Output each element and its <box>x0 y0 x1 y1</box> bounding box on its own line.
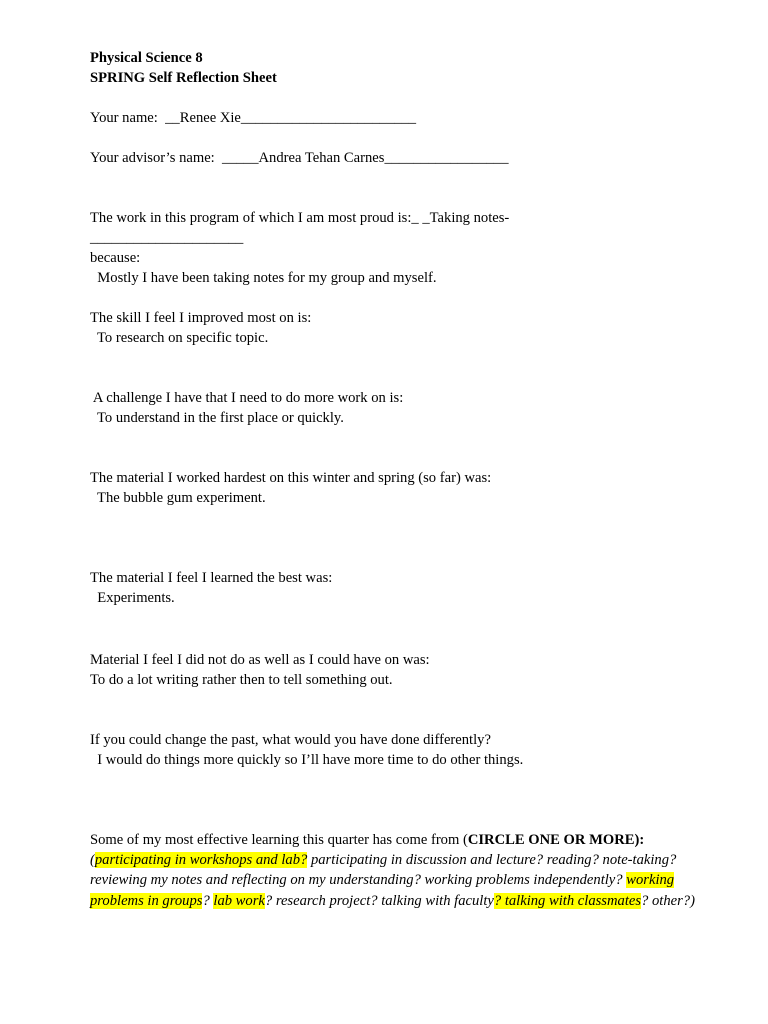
option-talking-classmates: ? talking with classmates <box>493 892 642 909</box>
proud-underline: _____________________ <box>90 230 244 246</box>
challenge-question: A challenge I have that I need to do more work on is: <box>90 390 404 406</box>
advisor-field: Your advisor’s name: _____Andrea Tehan Carnes_________________ <box>90 150 509 166</box>
effective-intro: Some of my most effective learning this quarter has come from ( <box>90 832 468 848</box>
effective-learning-paragraph <box>90 830 700 911</box>
name-field: Your name: __Renee Xie________________________ <box>90 110 417 126</box>
best-question: The material I feel I learned the best was: <box>90 570 333 586</box>
circle-instruction: CIRCLE ONE OR MORE): <box>467 832 645 848</box>
hardest-answer: The bubble gum experiment. <box>90 490 266 506</box>
option-other: ? other?) <box>641 892 695 909</box>
challenge-answer: To understand in the first place or quickly. <box>90 410 344 426</box>
change-question: If you could change the past, what would you have done differently? <box>90 732 491 748</box>
proud-question: The work in this program of which I am most proud is:_ _Taking notes- <box>90 210 510 226</box>
sheet-title: SPRING Self Reflection Sheet <box>90 70 277 86</box>
hardest-question: The material I worked hardest on this winter and spring (so far) was: <box>90 470 492 486</box>
skill-question: The skill I feel I improved most on is: <box>90 310 312 326</box>
option-list-middle: participating in discussion and lecture? reading? note-taking? reviewing my notes and reflecting on my understanding? working problems independently? <box>90 852 677 889</box>
best-answer: Experiments. <box>90 590 175 606</box>
option-working-groups: working problems in groups <box>90 872 675 909</box>
worst-question: Material I feel I did not do as well as I could have on was: <box>90 652 430 668</box>
change-answer: I would do things more quickly so I’ll have more time to do other things. <box>90 752 524 768</box>
course-title: Physical Science 8 <box>90 50 203 66</box>
option-separator: ( <box>90 852 95 869</box>
option-workshops-lab: participating in workshops and lab? <box>94 852 308 869</box>
skill-answer: To research on specific topic. <box>90 330 269 346</box>
proud-answer: Mostly I have been taking notes for my group and myself. <box>90 270 437 286</box>
because-label: because: <box>90 250 141 266</box>
worst-answer: To do a lot writing rather then to tell something out. <box>90 672 393 688</box>
option-separator: ? <box>202 892 214 909</box>
option-lab-work: lab work <box>213 892 265 909</box>
option-research-faculty: ? research project? talking with faculty <box>264 892 494 909</box>
